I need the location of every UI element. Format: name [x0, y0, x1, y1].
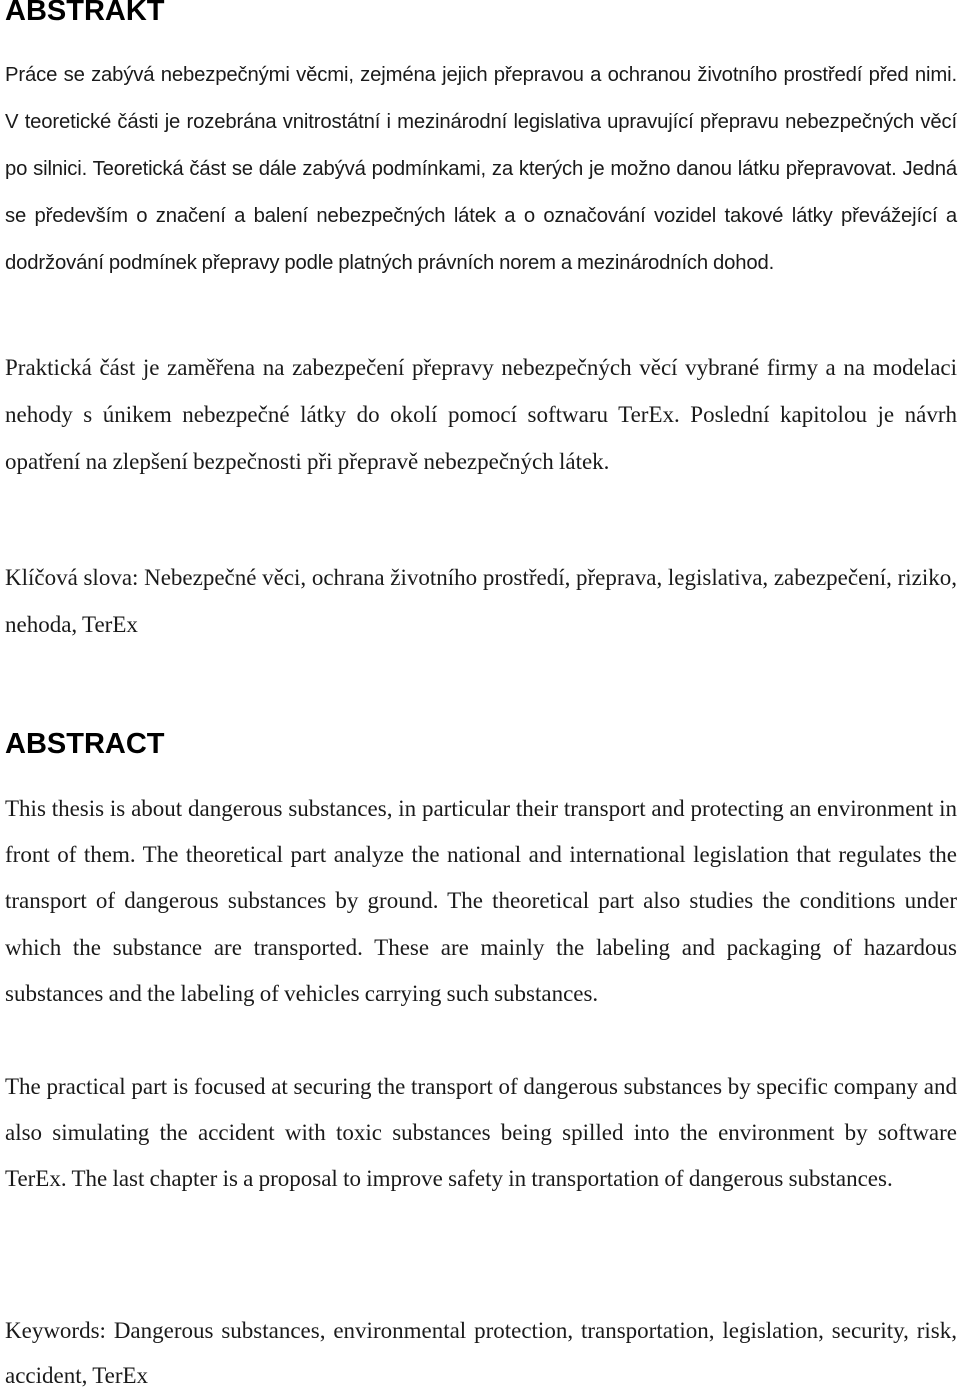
abstrakt-paragraph-2: Praktická část je zaměřena na zabezpečení přepravy nebezpečných věcí vybrané firmy a na modelaci nehody s únikem nebezpečné látky do okolí pomocí softwaru TerEx. Poslední kapitolou je návrh opatření na zlepšení bezpečnosti při přepravě nebezpečných látek. — [5, 355, 957, 474]
abstrakt-heading: ABSTRAKT — [5, 0, 165, 27]
abstract-keywords: Keywords: Dangerous substances, environmental protection, transportation, legislation, security, risk, accident, TerEx — [5, 1318, 957, 1388]
abstrakt-keywords: Klíčová slova: Nebezpečné věci, ochrana životního prostředí, přeprava, legislativa, zabezpečení, riziko, nehoda, TerEx — [5, 565, 957, 637]
abstract-paragraph-2: The practical part is focused at securing the transport of dangerous substances by specific company and also simulating the accident with toxic substances being spilled into the environment by software TerEx. The last chapter is a proposal to improve safety in transportation of dangerous substances. — [5, 1074, 957, 1192]
abstract-heading: ABSTRACT — [5, 728, 165, 760]
abstrakt-paragraph-1: Práce se zabývá nebezpečnými věcmi, zejména jejich přepravou a ochranou životního prostředí před nimi. V teoretické části je rozebrána vnitrostátní i mezinárodní legislativa upravující přepravu nebezpečných věcí po silnici. Teoretická část se dále zabývá podmínkami, za kterých je možno danou látku přepravovat. Jedná se především o značení a balení nebezpečných látek a o označování vozidel takové látky převážející a dodržování podmínek přepravy podle platných právních norem a mezinárodních dohod. — [5, 64, 957, 274]
abstract-paragraph-1: This thesis is about dangerous substances, in particular their transport and protecting an environment in front of them. The theoretical part analyze the national and international legislation that regulates the transport of dangerous substances by ground. The theoretical part also studies the conditions under which the substance are transported. These are mainly the labeling and packaging of hazardous substances and the labeling of vehicles carrying such substances. — [5, 796, 957, 1006]
